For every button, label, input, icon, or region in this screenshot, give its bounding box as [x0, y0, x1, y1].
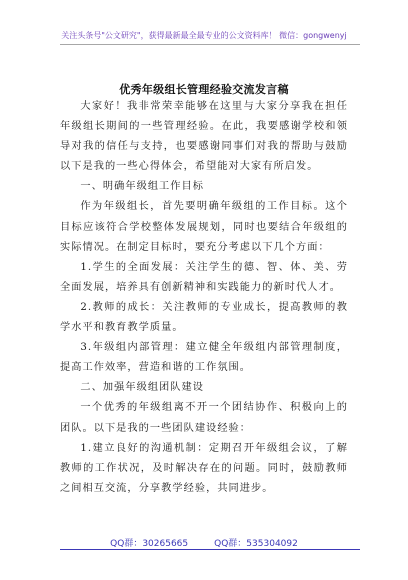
header-note: 关注头条号"公文研究"，获得最新最全最专业的公文资料库！ 微信：gongwenyj: [61, 31, 347, 40]
list-item-students: 1.学生的全面发展：关注学生的德、智、体、美、劳全面发展，培养具有创新精神和实践能力的新时代人才。: [60, 261, 348, 293]
footer-divider: [60, 549, 360, 550]
header-divider: [60, 44, 360, 45]
section-heading-1: 一、明确年级组工作目标: [80, 181, 205, 193]
footer-contact: [0, 536, 408, 549]
paragraph-team: 一个优秀的年级组离不开一个团结协作、积极向上的团队。以下是我的一些团队建设经验：: [60, 402, 348, 434]
footer-qq-group-1: QQ群：30265665: [110, 539, 189, 549]
list-item-communication: 1.建立良好的沟通机制：定期召开年级组会议，了解教师的工作状况，及时解决存在的问题。同时，鼓励教师之间相互交流，分享教学经验，共同进步。: [60, 442, 348, 494]
list-item-teachers: 2.教师的成长：关注教师的专业成长，提高教师的教学水平和教育教学质量。: [60, 301, 348, 334]
footer-qq-group-2: QQ群：535304092: [214, 539, 298, 549]
paragraph-goal: 作为年级组长，首先要明确年级组的工作目标。这个目标应该符合学校整体发展规划，同时也要结合年级组的实际情况。在制定目标时，要充分考虑以下几个方面：: [60, 201, 348, 253]
document-body: [60, 97, 348, 499]
paragraph-intro: 大家好！我非常荣幸能够在这里与大家分享我在担任年级组长期间的一些管理经验。在此，我要感谢学校和领导对我的信任与支持，也要感谢同事们对我的帮助与鼓励以下是我的一些心得体会，希望能对大家有所启发。: [60, 101, 348, 173]
list-item-management: 3.年级组内部管理：建立健全年级组内部管理制度，提高工作效率，营造和谐的工作氛围。: [60, 342, 348, 374]
document-title: 优秀年级组长管理经验交流发言稿: [119, 83, 289, 96]
section-heading-2: 二、加强年级组团队建设: [80, 382, 205, 394]
